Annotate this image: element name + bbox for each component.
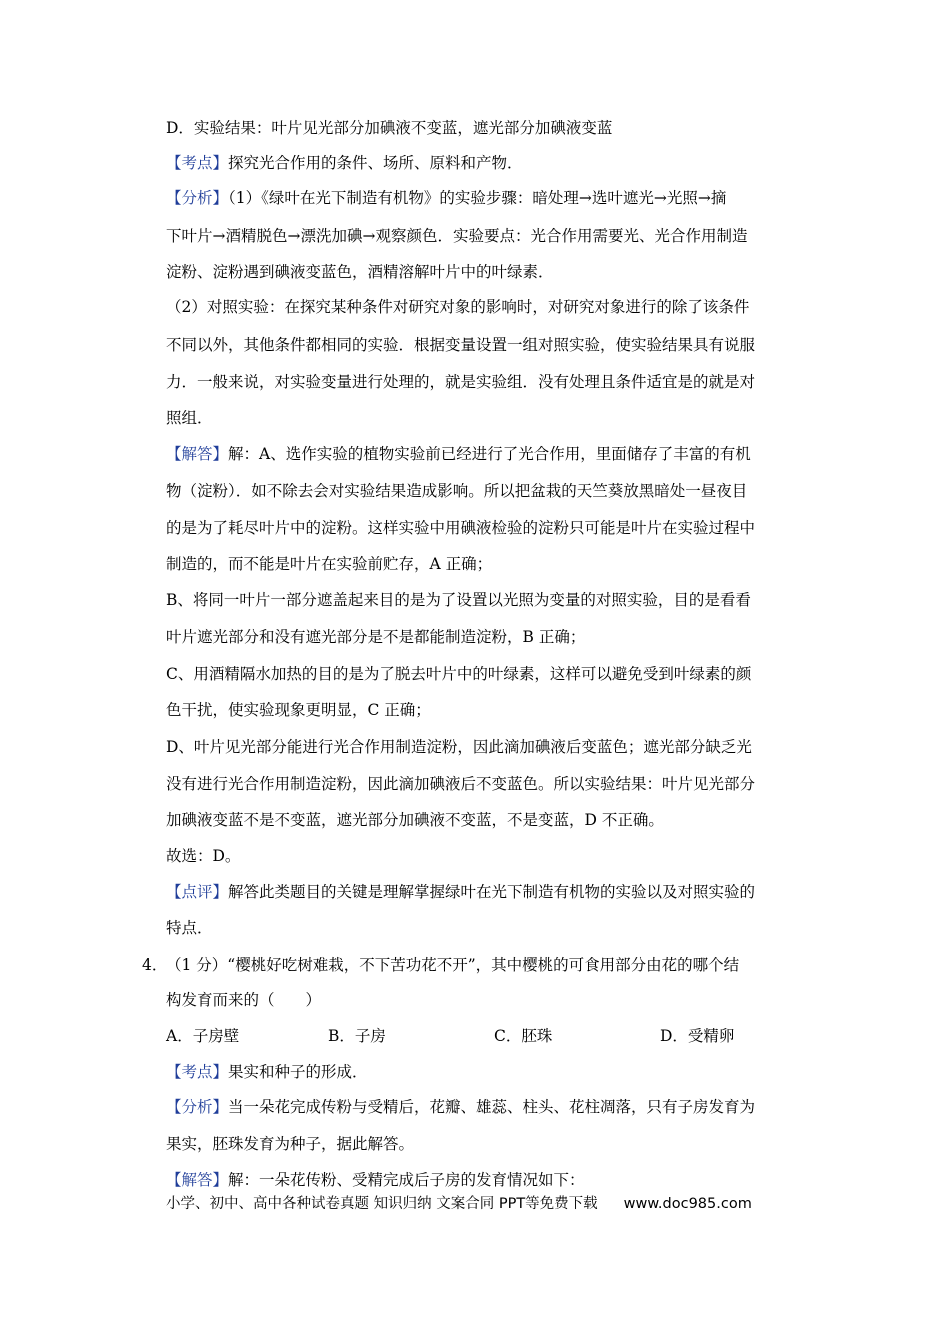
line: 力．一般来说，对实验变量进行处理的，就是实验组．没有处理且条件适宜是的就是对 <box>166 373 756 391</box>
question-number: 4． <box>142 956 168 974</box>
line: 特点． <box>166 919 213 937</box>
line: 物（淀粉）．如不除去会对实验结果造成影响。所以把盆栽的天竺葵放黑暗处一昼夜目 <box>166 482 748 500</box>
line: 【分析】当一朵花完成传粉与受精后，花瓣、雄蕊、柱头、花柱凋落，只有子房发育为 <box>166 1098 756 1116</box>
line: 叶片遮光部分和没有遮光部分是不是都能制造淀粉，B 正确； <box>166 628 586 646</box>
section-tag: 分析 <box>181 189 213 207</box>
line: 【考点】果实和种子的形成． <box>166 1063 368 1081</box>
section-tag: 解答 <box>181 445 213 463</box>
section-tag: 解答 <box>181 1171 213 1189</box>
section-tag: 分析 <box>181 1098 213 1116</box>
line: D．实验结果：叶片见光部分加碘液不变蓝，遮光部分加碘液变蓝 <box>166 119 613 137</box>
option-a: A．子房壁 <box>166 1027 240 1045</box>
line: 照组． <box>166 409 213 427</box>
line: D、叶片见光部分能进行光合作用制造淀粉，因此滴加碘液后变蓝色；遮光部分缺乏光 <box>166 738 752 756</box>
option-d: D．受精卵 <box>660 1027 735 1045</box>
line: 制造的，而不能是叶片在实验前贮存，A 正确； <box>166 555 493 573</box>
line: 【点评】解答此类题目的关键是理解掌握绿叶在光下制造有机物的实验以及对照实验的 <box>166 883 756 901</box>
line: （1 分）“樱桃好吃树难栽，不下苦功花不开”，其中樱桃的可食用部分由花的哪个结 <box>166 956 740 974</box>
line: 果实，胚珠发育为种子，据此解答。 <box>166 1135 415 1153</box>
line: 【分析】（1）《绿叶在光下制造有机物》的实验步骤：暗处理→选叶遮光→光照→摘 <box>166 189 727 207</box>
section-tag: 考点 <box>181 1063 213 1081</box>
line: 淀粉、淀粉遇到碘液变蓝色，酒精溶解叶片中的叶绿素． <box>166 263 554 281</box>
line: C、用酒精隔水加热的目的是为了脱去叶片中的叶绿素，这样可以避免受到叶绿素的颜 <box>166 665 752 683</box>
footer-url[interactable]: www.doc985.com <box>623 1196 752 1212</box>
option-b: B．子房 <box>328 1027 386 1045</box>
line: 【解答】解：A、选作实验的植物实验前已经进行了光合作用，里面储存了丰富的有机 <box>166 445 751 463</box>
line: 故选：D。 <box>166 847 241 865</box>
line: 的是为了耗尽叶片中的淀粉。这样实验中用碘液检验的淀粉只可能是叶片在实验过程中 <box>166 519 756 537</box>
line: 【解答】解：一朵花传粉、受精完成后子房的发育情况如下： <box>166 1171 585 1189</box>
line: 加碘液变蓝不是不变蓝，遮光部分加碘液不变蓝，不是变蓝，D 不正确。 <box>166 811 664 829</box>
line: 下叶片→酒精脱色→漂洗加碘→观察颜色．实验要点：光合作用需要光、光合作用制造 <box>166 227 748 245</box>
footer-text: 小学、初中、高中各种试卷真题 知识归纳 文案合同 PPT等免费下载 <box>166 1196 598 1212</box>
line: B、将同一叶片一部分遮盖起来目的是为了设置以光照为变量的对照实验，目的是看看 <box>166 591 751 609</box>
line: 不同以外，其他条件都相同的实验．根据变量设置一组对照实验，使实验结果具有说服 <box>166 336 756 354</box>
line: 【考点】探究光合作用的条件、场所、原料和产物． <box>166 154 523 172</box>
line: 色干扰，使实验现象更明显，C 正确； <box>166 701 431 719</box>
page-footer <box>166 1192 752 1213</box>
line: 构发育而来的（ ） <box>166 991 322 1009</box>
section-tag: 考点 <box>181 154 213 172</box>
line: （2）对照实验：在探究某种条件对研究对象的影响时，对研究对象进行的除了该条件 <box>166 298 750 316</box>
section-tag: 点评 <box>181 883 213 901</box>
option-c: C．胚珠 <box>494 1027 553 1045</box>
line: 没有进行光合作用制造淀粉，因此滴加碘液后不变蓝色。所以实验结果：叶片见光部分 <box>166 775 756 793</box>
